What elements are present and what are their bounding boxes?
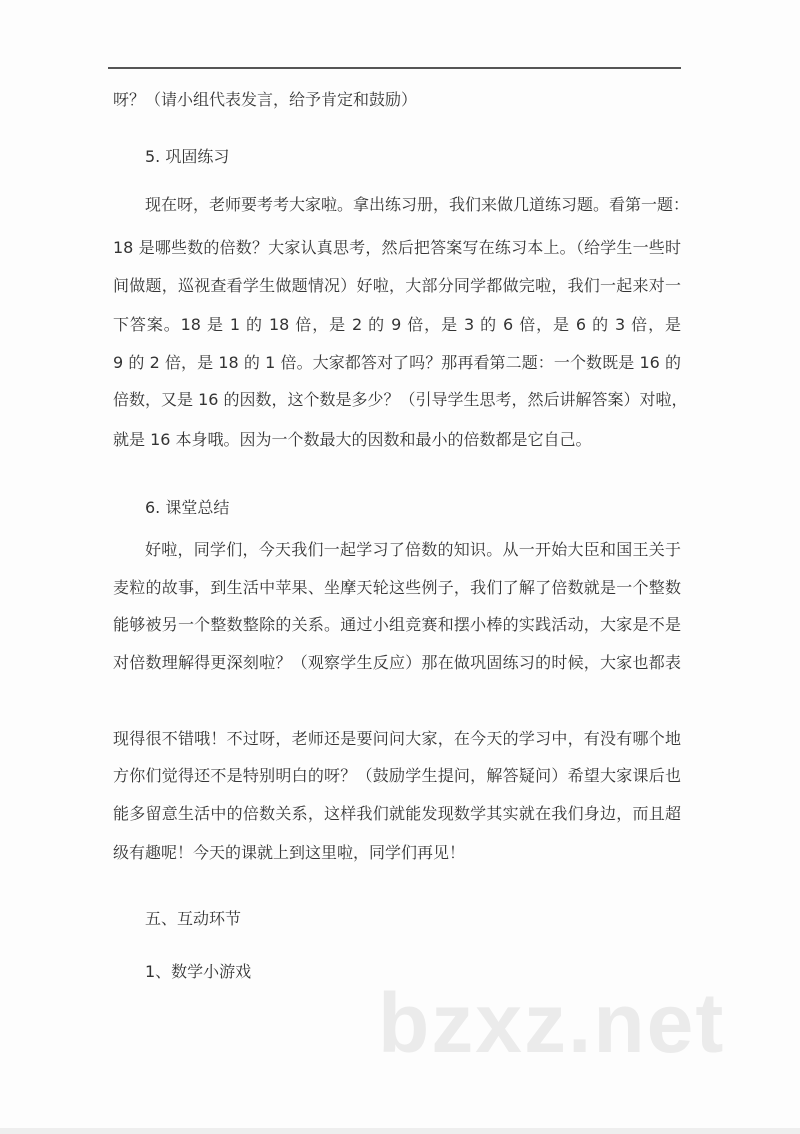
paragraph-line: 好啦，同学们，今天我们一起学习了倍数的知识。从一开始大臣和国王关于 xyxy=(145,540,681,559)
paragraph-line: 麦粒的故事，到生活中苹果、坐摩天轮这些例子，我们了解了倍数就是一个整数 xyxy=(113,578,681,597)
continuation-text: 呀？（请小组代表发言，给予肯定和鼓励） xyxy=(113,90,418,109)
section-6-heading: 6. 课堂总结 xyxy=(145,498,230,517)
section-five-heading: 五、互动环节 xyxy=(145,909,242,928)
paragraph-line: 级有趣呢！今天的课就上到这里啦，同学们再见！ xyxy=(113,843,466,862)
paragraph-line: 间做题，巡视查看学生做题情况）好啦，大部分同学都做完啦，我们一起来对一 xyxy=(113,276,681,295)
subsection-1-heading: 1、数学小游戏 xyxy=(145,962,252,981)
paragraph-line: 现在呀，老师要考考大家啦。拿出练习册，我们来做几道练习题。看第一题： xyxy=(145,195,690,214)
paragraph-line: 9 的 2 倍，是 18 的 1 倍。大家都答对了吗？那再看第二题：一个数既是 16 的 xyxy=(113,353,681,372)
paragraph-line: 能多留意生活中的倍数关系，这样我们就能发现数学其实就在我们身边，而且超 xyxy=(113,804,681,823)
paragraph-line: 18 是哪些数的倍数？大家认真思考，然后把答案写在练习本上。（给学生一些时 xyxy=(113,238,681,257)
paragraph-line: 对倍数理解得更深刻啦？（观察学生反应）那在做巩固练习的时候，大家也都表 xyxy=(113,653,681,672)
paragraph-line: 下答案。18 是 1 的 18 倍，是 2 的 9 倍，是 3 的 6 倍，是 6 的 3 倍，是 xyxy=(113,315,681,334)
paragraph-line: 方你们觉得还不是特别明白的呀？（鼓励学生提问，解答疑问）希望大家课后也 xyxy=(113,766,681,785)
section-5-heading: 5. 巩固练习 xyxy=(145,147,230,166)
paragraph-line: 现得很不错哦！不过呀，老师还是要问问大家，在今天的学习中，有没有哪个地 xyxy=(113,729,681,748)
paragraph-line: 倍数，又是 16 的因数，这个数是多少？（引导学生思考，然后讲解答案）对啦， xyxy=(113,390,688,409)
watermark: bzxz.net xyxy=(378,976,726,1070)
paragraph-line: 能够被另一个整数整除的关系。通过小组竞赛和摆小棒的实践活动，大家是不是 xyxy=(113,615,681,634)
header-rule xyxy=(108,67,681,69)
page-edge xyxy=(0,1128,800,1134)
paragraph-line: 就是 16 本身哦。因为一个数最大的因数和最小的倍数都是它自己。 xyxy=(113,430,592,449)
